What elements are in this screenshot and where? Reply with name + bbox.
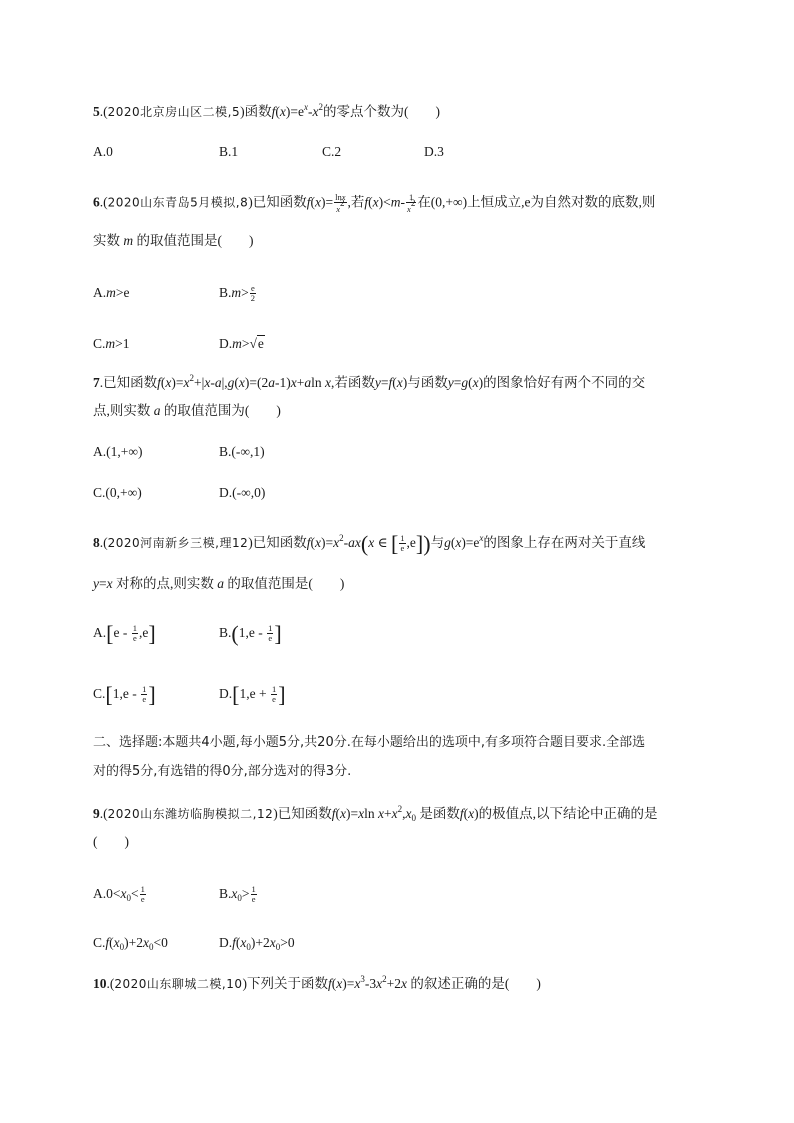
- question-9-stem-line2: ( ): [93, 834, 129, 849]
- option-c: C.m>1: [93, 336, 130, 351]
- fraction: $\frac{\ln x}{x^2}$: [335, 192, 346, 214]
- option-a: A.[e - $\frac{1}{e}$ ,e]: [93, 620, 156, 646]
- fraction: $\frac{1}{x^2}$: [407, 192, 416, 214]
- option-b: B.1: [219, 144, 239, 159]
- question-source: 2020北京房山区二模,5: [107, 105, 241, 119]
- option-b: $B.x_0>$ $\frac{1}{e}$: [219, 884, 256, 905]
- question-source: 2020山东青岛5月模拟,8: [107, 195, 249, 210]
- question-number: 8: [93, 535, 100, 550]
- section-heading: 二、选择题:本题共4小题,每小题5分,共20分.在每小题给出的选项中,有多项符合题目要求.全部选: [93, 735, 646, 750]
- option-b: B.(-∞,1): [219, 444, 265, 459]
- question-6-stem-line2: 实数 m 的取值范围是( ): [93, 233, 254, 248]
- option-d: D.[1,e + $\frac{1}{e}$ ]: [219, 681, 286, 707]
- fraction: $\frac{e}{2}$: [250, 283, 256, 304]
- option-a: A.m>e: [93, 285, 130, 300]
- fraction: $\frac{1}{e}$: [400, 533, 405, 554]
- question-5-stem: 5.(2020北京房山区二模,5)函数$f(x)=e^x-x^2$的零点个数为( ): [93, 102, 440, 119]
- option-c: C.(0,+∞): [93, 485, 142, 500]
- option-d: D.3: [424, 144, 444, 159]
- option-d: D.(-∞,0): [219, 485, 266, 500]
- option-a: $A.0<x_0<$ $\frac{1}{e}$: [93, 884, 145, 905]
- option-d: $D.f(x_0)+2x_0>0$: [219, 935, 295, 952]
- option-a: A.(1,+∞): [93, 444, 143, 459]
- question-source: 2020山东聊城二模,10: [114, 977, 243, 991]
- question-number: 10: [93, 976, 107, 991]
- square-root: √e: [249, 336, 264, 351]
- option-a: A.0: [93, 144, 113, 159]
- question-7-stem-line2: 点,则实数 a 的取值范围为( ): [93, 403, 281, 418]
- question-number: 7: [93, 375, 100, 390]
- option-b: B.m> $\frac{e}{2}$: [219, 283, 256, 304]
- question-10-stem: 10.(2020山东聊城二模,10)下列关于函数$f(x)=x^3-3x^2+2x$ 的叙述正确的是( ): [93, 974, 541, 991]
- question-8-stem-line2: y=x 对称的点,则实数 a 的取值范围是( ): [93, 576, 345, 591]
- question-8-stem: 8.(2020河南新乡三模,理12)已知函数$f(x)=x^2-ax(x$ ∈ [ $\frac{1}{e}$ ,e])与$g(x)=e^x$的图象上存在两对关于直线: [93, 530, 646, 556]
- option-b: B.(1,e - $\frac{1}{e}$ ]: [219, 620, 282, 646]
- question-number: 5: [93, 104, 100, 119]
- question-number: 9: [93, 806, 100, 821]
- question-6-stem: 6.(2020山东青岛5月模拟,8)已知函数f(x)= $\frac{\ln x}{x^2}$ ,若f(x)<m- $\frac{1}{x^2}$ 在(0,+∞)上恒成立,e为自然对数的底数,则: [93, 192, 656, 214]
- option-c: C.2: [322, 144, 342, 159]
- option-c: C.[1,e - $\frac{1}{e}$ ]: [93, 681, 156, 707]
- question-9-stem: 9.(2020山东潍坊临朐模拟二,12)已知函数f(x)=xln $x+x^2,x_0$ 是函数f(x)的极值点,以下结论中正确的是: [93, 804, 658, 823]
- question-7-stem: 7.已知函数$f(x)=x^2+|x-a|,g(x)=(2a-1)x+aln$ x,若函数y=f(x)与函数y=g(x)的图象恰好有两个不同的交: [93, 373, 646, 390]
- question-source: 2020河南新乡三模,理12: [107, 536, 249, 550]
- section-heading-line2: 对的得5分,有选错的得0分,部分选对的得3分.: [93, 764, 352, 779]
- question-source: 2020山东潍坊临朐模拟二,12: [107, 807, 274, 821]
- question-number: 6: [93, 194, 100, 210]
- option-d: D.m>√e: [219, 336, 264, 351]
- option-c: $C.f(x_0)+2x_0<0$: [93, 935, 168, 952]
